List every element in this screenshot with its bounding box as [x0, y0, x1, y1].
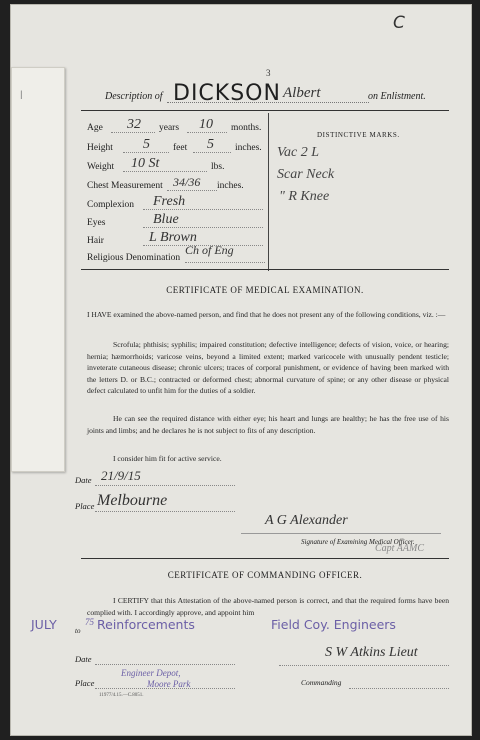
eyes-field	[87, 214, 265, 230]
chest-field	[87, 177, 265, 193]
commanding-label: Commanding	[301, 678, 342, 687]
section-divider-rule	[81, 558, 449, 559]
weight-field	[87, 158, 265, 174]
box-top-rule	[81, 110, 449, 111]
height-field	[87, 139, 265, 155]
hair-label: Hair	[87, 236, 104, 246]
medical-certificate-heading: CERTIFICATE OF MEDICAL EXAMINATION.	[166, 285, 364, 295]
commanding-place-label: Place	[75, 678, 95, 688]
print-code: 11977/4.15.—C.8051.	[99, 693, 144, 698]
chest-line	[167, 190, 217, 191]
feet-unit: feet	[173, 143, 188, 153]
commanding-date-line	[95, 664, 235, 665]
chest-value: 34/36	[173, 175, 201, 189]
medical-signature-caption: Signature of Examining Medical Officer.	[301, 538, 415, 546]
medical-officer-rank: Capt AAMC	[375, 543, 424, 554]
commanding-place-line-2: Moore Park	[147, 679, 191, 689]
religion-line	[185, 262, 265, 263]
complexion-label: Complexion	[87, 200, 134, 210]
medical-place-line	[95, 511, 235, 512]
commanding-line	[349, 688, 449, 689]
medical-paragraph-intro: I HAVE examined the above-named person, and find that he does not present any of the following conditions, viz. :—	[87, 310, 446, 319]
distinctive-mark-line: Scar Neck	[277, 167, 335, 182]
commanding-certificate-heading: CERTIFICATE OF COMMANDING OFFICER.	[167, 570, 363, 580]
chest-label: Chest Measurement	[87, 181, 163, 191]
inches-unit: inches.	[235, 143, 262, 153]
religion-value: Ch of Eng	[185, 243, 234, 257]
hair-value: L Brown	[149, 230, 197, 245]
reinforcement-number: 75	[85, 617, 94, 627]
stamp-unit: Field Coy. Engineers	[271, 617, 396, 632]
commanding-signature-line	[279, 665, 449, 666]
years-unit: years	[159, 123, 180, 133]
medical-paragraph-fitness: He can see the required distance with either eye; his heart and lungs are healthy; he has the free use of his joints and limbs; and he declares he is not subject to fits of any description.	[87, 414, 449, 435]
given-name: Albert	[283, 85, 321, 101]
medical-date-line	[95, 485, 235, 486]
religion-label: Religious Denomination	[87, 253, 181, 263]
lbs-unit: lbs.	[211, 162, 225, 172]
months-unit: months.	[231, 123, 262, 133]
distinctive-marks-title: DISTINCTIVE MARKS.	[317, 131, 400, 139]
surname: DICKSON	[173, 81, 281, 106]
complexion-field	[87, 196, 265, 212]
height-feet-value: 5	[143, 137, 150, 152]
medical-place-value: Melbourne	[97, 492, 168, 509]
commanding-officer-signature: S W Atkins Lieut	[325, 645, 418, 660]
medical-paragraph-fit: I consider him fit for active service.	[113, 454, 222, 463]
medical-place-label: Place	[75, 501, 95, 511]
height-inches-value: 5	[207, 137, 214, 152]
tab-mark: ǀ	[20, 90, 23, 100]
stamp-reinforcements: Reinforcements	[97, 617, 195, 632]
distinctive-mark-line: Vac 2 L	[277, 145, 319, 160]
header-prefix: Description of	[105, 91, 163, 102]
medical-officer-signature: A G Alexander	[265, 513, 348, 528]
page-number: 3	[266, 68, 271, 78]
distinctive-mark-line: " R Knee	[279, 189, 330, 204]
box-bottom-rule	[81, 269, 449, 270]
appoint-to-label: to	[75, 627, 81, 635]
commanding-place-line-1: Engineer Depot,	[121, 668, 181, 678]
chest-unit: inches.	[217, 181, 244, 191]
box-divider	[268, 113, 269, 271]
weight-value: 10 St	[131, 156, 160, 171]
stamp-month: JULY	[31, 617, 57, 632]
header-suffix: on Enlistment.	[368, 91, 426, 102]
commanding-paragraph: I CERTIFY that this Attestation of the above-named person is correct, and that the required forms have been complied with. I accordingly approve, and appoint him	[87, 596, 449, 617]
height-label: Height	[87, 143, 113, 153]
medical-date-label: Date	[75, 475, 92, 485]
age-months-value: 10	[199, 117, 213, 132]
age-field	[87, 119, 265, 135]
age-label: Age	[87, 123, 103, 133]
religion-field	[87, 243, 265, 265]
hair-field	[87, 232, 265, 248]
medical-date-value: 21/9/15	[101, 468, 141, 483]
commanding-date-label: Date	[75, 654, 92, 664]
eyes-value: Blue	[153, 212, 179, 227]
enlistment-form-page	[10, 4, 472, 736]
description-header	[105, 83, 439, 107]
complexion-value: Fresh	[153, 194, 186, 209]
weight-label: Weight	[87, 162, 115, 172]
corner-mark: C	[393, 13, 405, 33]
age-years-value: 32	[127, 117, 141, 132]
medical-paragraph-conditions: Scrofula; phthisis; syphilis; impaired constitution; defective intelligence; defects of vision, voice, or hearing; hernia; hæmorrhoids; varicose veins, beyond a limited extent; marked varicocele with unusually pendent testicle; inveterate cutaneous disease; chronic ulcers; traces of corporal punishment, or evidence of having been marked with the letters D. or B.C.; contracted or deformed chest; abnormal curvature of spine; or any other disease or physical defect calculated to unfit him for the duties of a soldier.	[87, 340, 449, 396]
eyes-label: Eyes	[87, 218, 106, 228]
paper-tab	[11, 67, 65, 472]
medical-signature-line	[241, 533, 441, 534]
